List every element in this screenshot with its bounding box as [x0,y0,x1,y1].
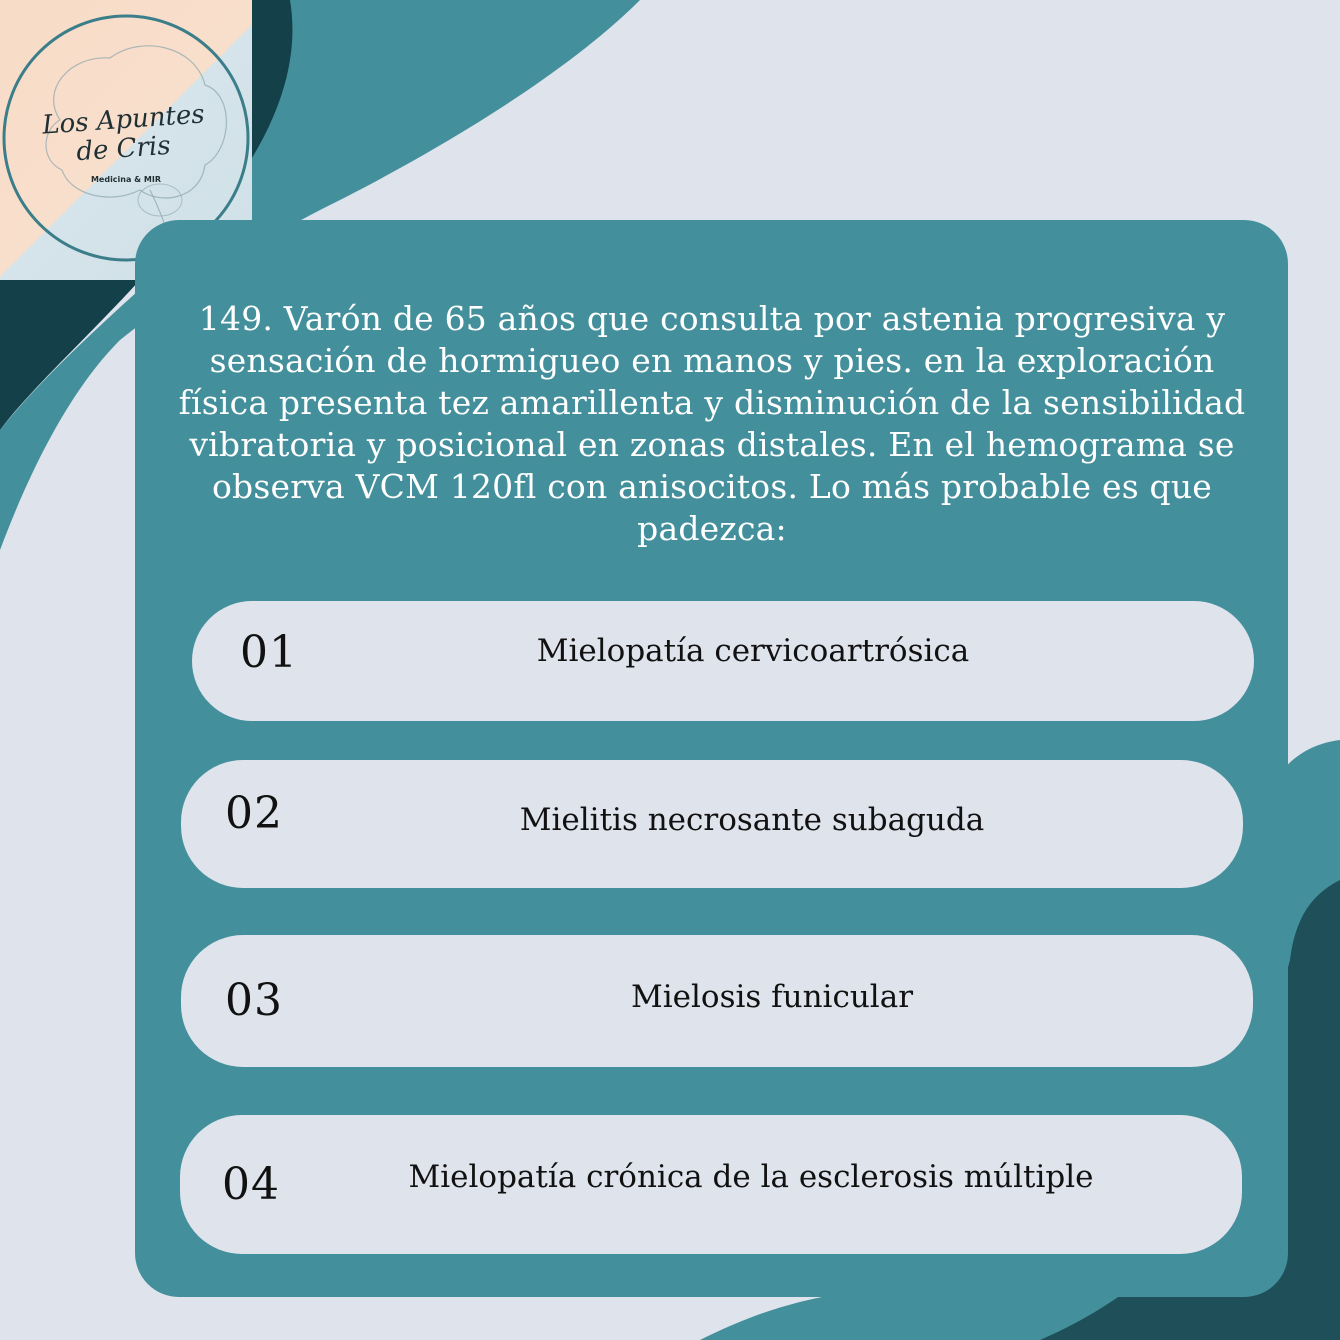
option-2[interactable] [181,760,1243,888]
question-text: 149. Varón de 65 años que consulta por astenia progresiva y sensación de hormigueo en manos y pies. en la exploración física presenta tez amarillenta y disminución de la sensibilidad vibratoria y posicional en zonas distales. En el hemograma se observa VCM 120fl con anisocitos. Lo más probable es que padezca: [178,299,1246,548]
option-label: Mielosis funicular [630,979,914,1015]
option-label: Mielopatía cervicoartrósica [536,633,970,669]
option-1[interactable] [192,601,1254,721]
option-3[interactable] [181,935,1253,1067]
logo-subtitle: Medicina & MIR [90,175,162,184]
logo-title-line1: Los Apuntes [41,99,206,141]
logo-title-line2: de Cris [75,130,172,168]
option-number: 03 [225,975,283,1026]
option-label: Mielopatía crónica de la esclerosis múltiple [408,1159,1094,1195]
option-label: Mielitis necrosante subaguda [519,802,985,838]
option-4[interactable] [180,1115,1242,1254]
option-number: 01 [240,627,298,678]
option-number: 02 [225,788,283,839]
option-number: 04 [222,1159,280,1210]
